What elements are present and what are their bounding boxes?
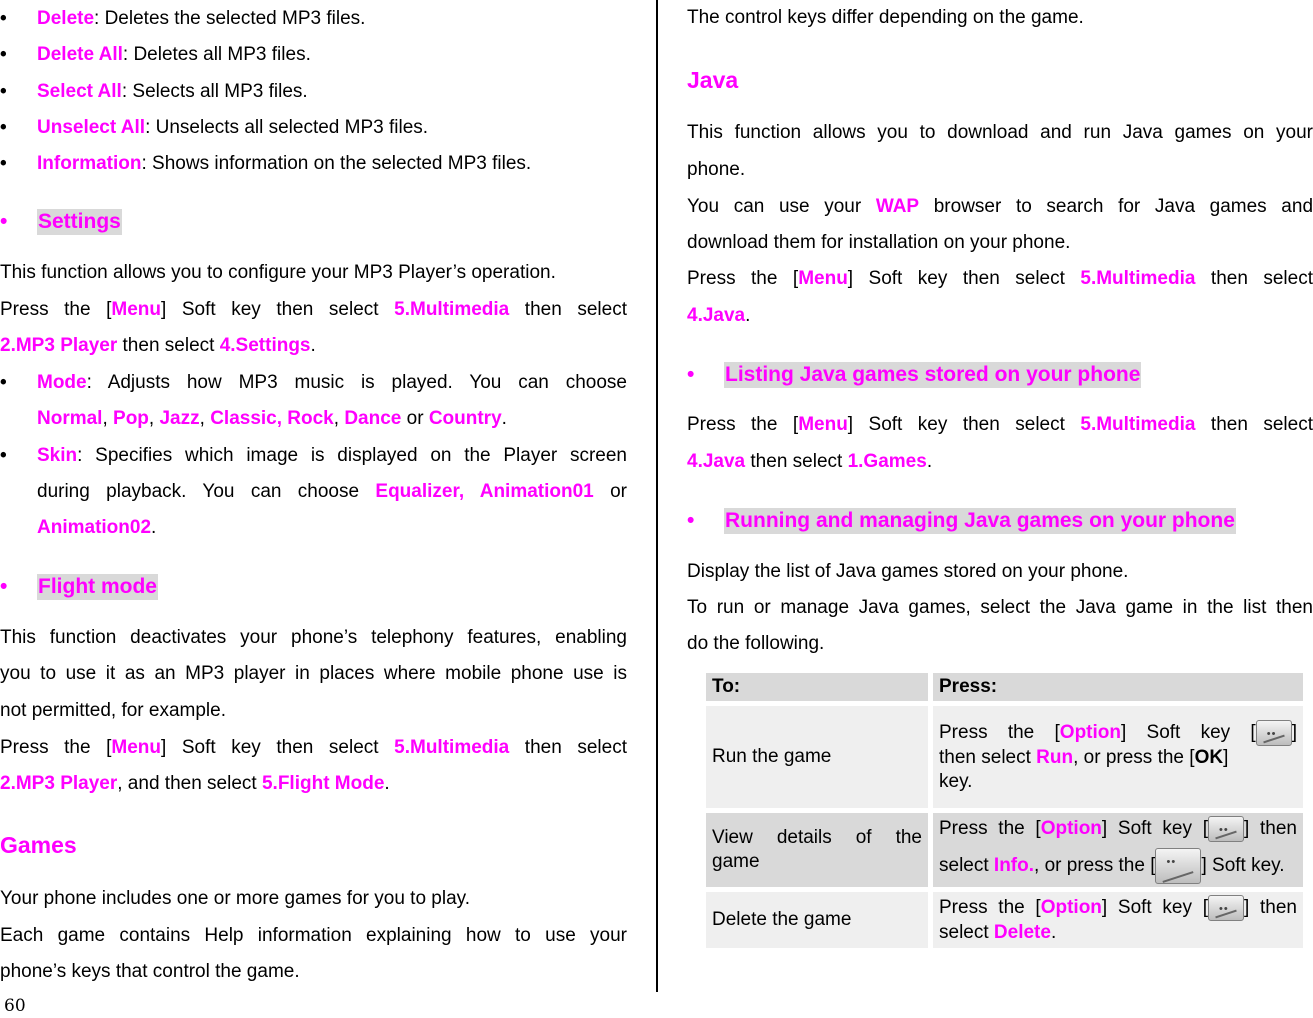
settings-press-line: Press the [Menu] Soft key then select 5.Multimedia then select	[0, 299, 627, 320]
skin-item: • Skin: Specifies which image is displayed on the Player screen during playback. You can choose Equalizer, Animation01 or Animation02.	[0, 445, 627, 538]
key-table	[701, 673, 1308, 948]
running-text-line3: do the following.	[687, 633, 825, 654]
java-heading: Java	[687, 67, 739, 93]
listing-heading: • Listing Java games stored on your phone	[687, 363, 1141, 386]
soft-key-icon	[1155, 848, 1201, 884]
list-item: • Select All: Selects all MP3 files.	[0, 81, 308, 102]
mode-item: • Mode: Adjusts how MP3 music is played. You can choose Normal, Pop, Jazz, Classic, Rock, Dance or Country.	[0, 372, 627, 429]
settings-intro: This function allows you to configure your MP3 Player’s operation.	[0, 262, 556, 283]
games-text-line1: Your phone includes one or more games for you to play.	[0, 888, 471, 909]
table-header-to: To:	[706, 673, 928, 701]
table-header-press: Press:	[933, 673, 1303, 701]
running-text-line1: Display the list of Java games stored on your phone.	[687, 561, 1129, 582]
column-divider	[656, 0, 658, 992]
java-text-line1: This function allows you to download and run Java games on your	[687, 122, 1313, 143]
settings-heading: • Settings	[0, 210, 121, 233]
table-cell-keys: Press the [Option] Soft key [•• ] then select Info., or press the [•• ] Soft key.	[933, 813, 1303, 887]
table-cell-keys: Press the [Option] Soft key [•• ] then select Delete.	[933, 892, 1303, 948]
flight-mode-heading: • Flight mode	[0, 575, 157, 598]
flight-text-line3: not permitted, for example.	[0, 700, 226, 721]
table-row	[706, 813, 1303, 887]
running-heading: • Running and managing Java games on your phone	[687, 509, 1235, 532]
list-item: • Unselect All: Unselects all selected MP3 files.	[0, 117, 429, 138]
table-cell-action: Delete the game	[706, 892, 928, 948]
java-text-line2: phone.	[687, 159, 746, 180]
table-row	[706, 706, 1303, 808]
running-text-line2: To run or manage Java games, select the Java game in the list then	[687, 597, 1313, 618]
java-press-line: Press the [Menu] Soft key then select 5.Multimedia then select	[687, 268, 1313, 289]
java-wap-line: You can use your WAP browser to search for Java games and	[687, 196, 1313, 217]
table-cell-keys: Press the [Option] Soft key [•• ] then select Run, or press the [OK] key.	[933, 706, 1303, 808]
table-cell-action: View details of the game	[706, 813, 928, 887]
java-text-line4: download them for installation on your phone.	[687, 232, 1071, 253]
settings-press-line2: 2.MP3 Player then select 4.Settings.	[0, 335, 316, 356]
list-item: • Delete All: Deletes all MP3 files.	[0, 44, 311, 65]
games-text-line2: Each game contains Help information explaining how to use your	[0, 925, 627, 946]
listing-press-line2: 4.Java then select 1.Games.	[687, 451, 933, 472]
java-press-line2: 4.Java.	[687, 305, 751, 326]
flight-press-line2: 2.MP3 Player, and then select 5.Flight Mode.	[0, 773, 390, 794]
flight-text-line2: you to use it as an MP3 player in places where mobile phone use is	[0, 663, 627, 684]
page-number: 60	[4, 996, 26, 1016]
games-text-line3: phone’s keys that control the game.	[0, 961, 300, 982]
list-item: • Information: Shows information on the selected MP3 files.	[0, 153, 532, 174]
flight-text-line1: This function deactivates your phone’s telephony features, enabling	[0, 627, 627, 648]
table-row	[706, 892, 1303, 948]
list-item: • Delete: Deletes the selected MP3 files.	[0, 8, 366, 29]
games-heading: Games	[0, 832, 77, 858]
soft-key-icon	[1256, 720, 1292, 746]
listing-press-line: Press the [Menu] Soft key then select 5.Multimedia then select	[687, 414, 1313, 435]
soft-key-icon	[1208, 816, 1244, 842]
table-cell-action: Run the game	[706, 706, 928, 808]
controls-intro: The control keys differ depending on the game.	[687, 7, 1084, 28]
table-header-row	[706, 673, 1303, 701]
soft-key-icon	[1208, 895, 1244, 921]
flight-press-line: Press the [Menu] Soft key then select 5.Multimedia then select	[0, 737, 627, 758]
